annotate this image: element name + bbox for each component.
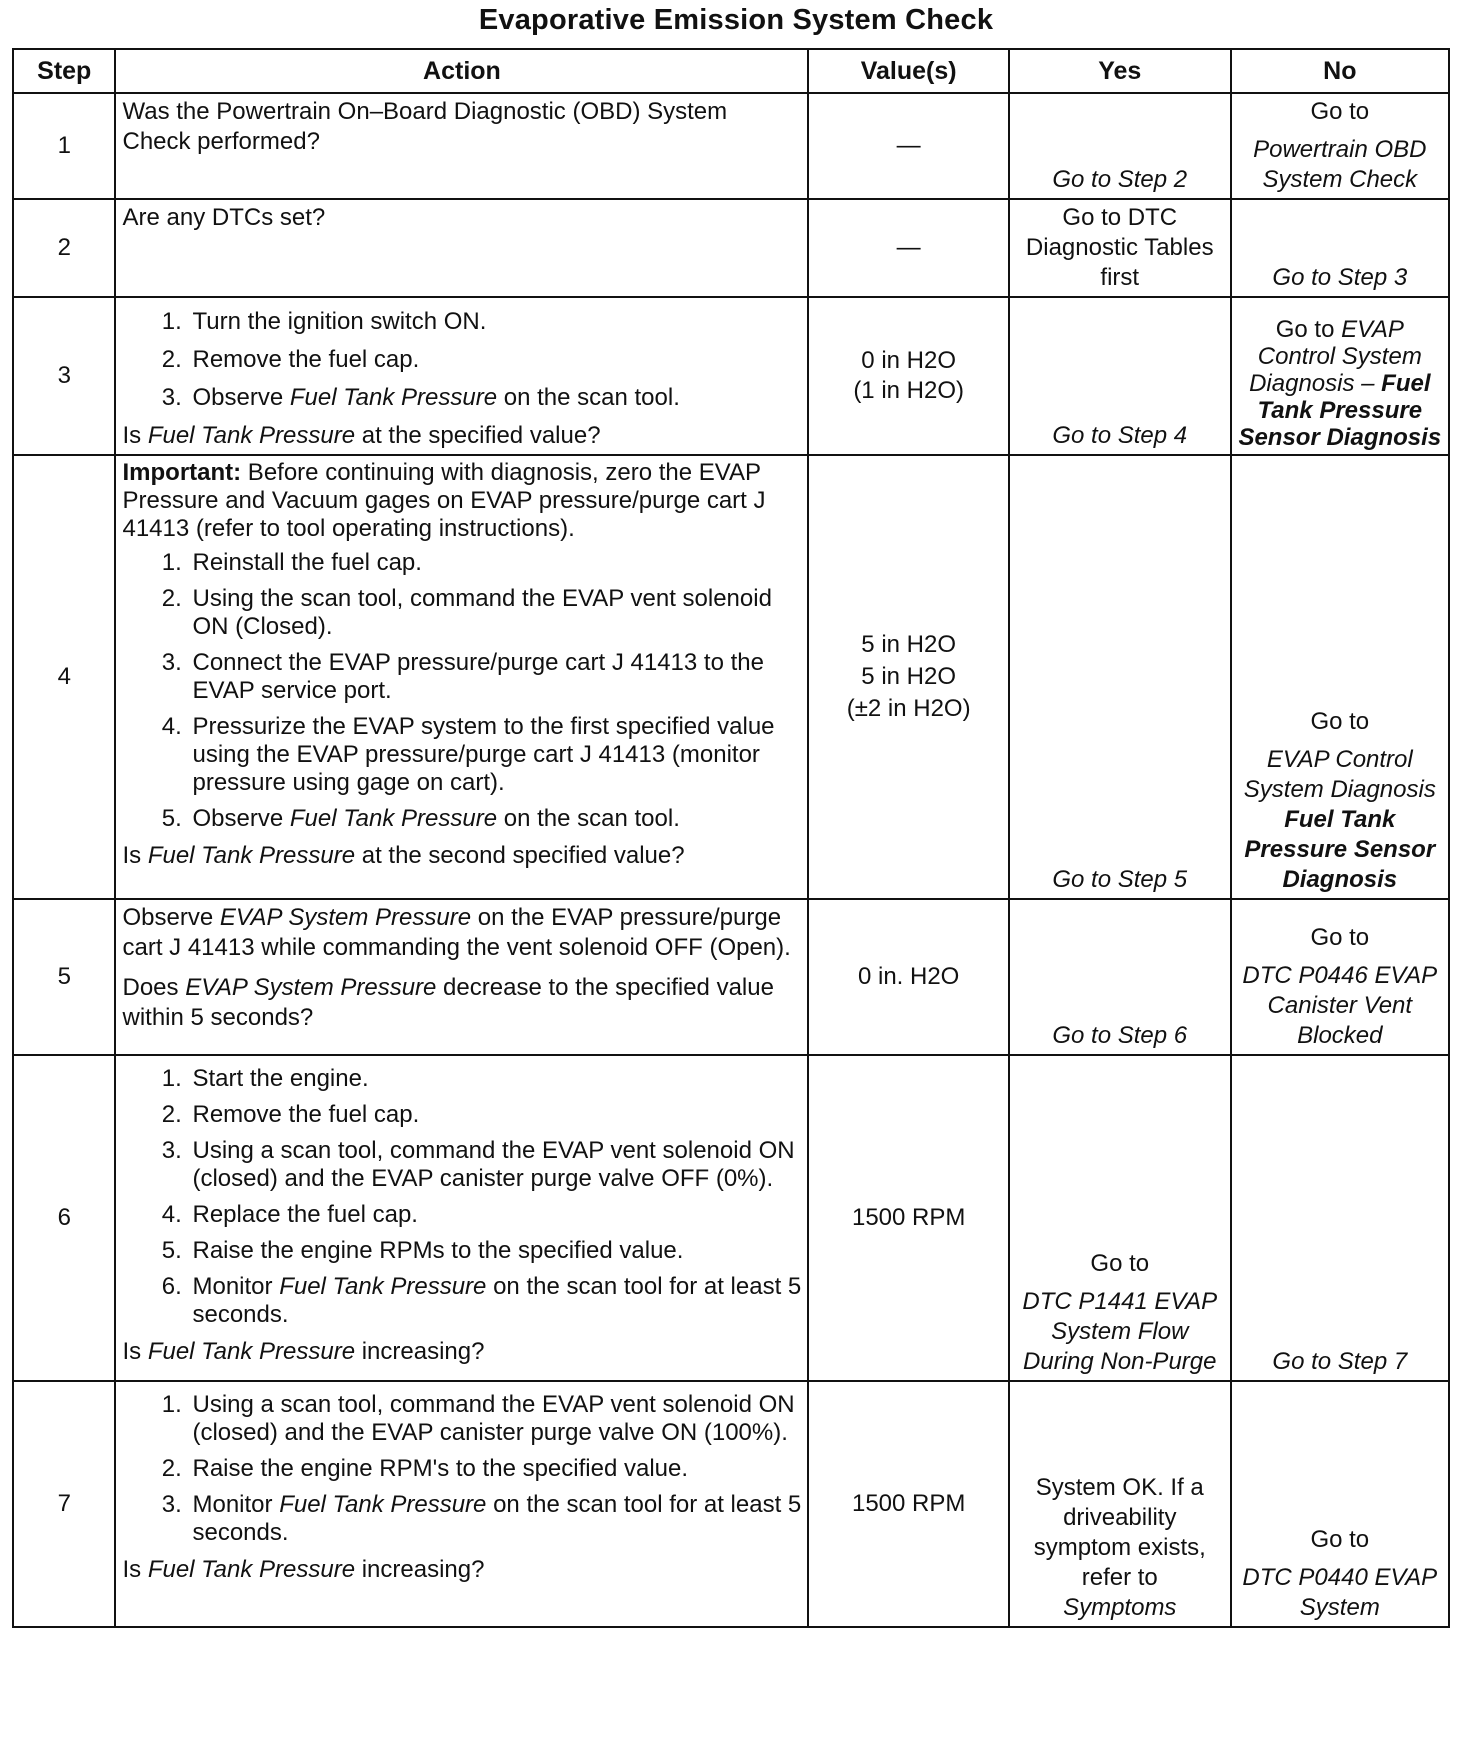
list-item: 3. Connect the EVAP pressure/purge cart J 41413 to the EVAP service port. xyxy=(188,649,801,705)
no-text: Go to Step 7 xyxy=(1272,1348,1408,1375)
no-lead: Go to xyxy=(1310,98,1370,125)
no-lead: Go to xyxy=(1310,708,1370,735)
no-cell xyxy=(1231,93,1449,199)
no-reference: Powertrain OBD System Check xyxy=(1253,136,1427,193)
table-row xyxy=(13,899,1449,1055)
value-line: (1 in H2O) xyxy=(853,377,965,404)
evap-check-table xyxy=(12,48,1450,1628)
header-no: No xyxy=(1231,49,1449,93)
list-item: 4. Pressurize the EVAP system to the first specified value using the EVAP pressure/purge cart J 41413 (monitor pressure using gage on cart). xyxy=(188,713,801,797)
action-question: Is Fuel Tank Pressure at the specified value? xyxy=(122,422,601,449)
yes-cell xyxy=(1009,455,1231,899)
yes-cell: Go to DTC Diagnostic Tables first xyxy=(1009,199,1231,297)
yes-lead: Go to xyxy=(1090,1250,1150,1277)
action-question: Was the Powertrain On–Board Diagnostic (OBD) System Check performed? xyxy=(122,98,728,155)
list-item: 4. Replace the fuel cap. xyxy=(188,1201,801,1229)
no-lead: Go to xyxy=(1310,924,1370,951)
action-cell xyxy=(115,93,808,199)
page-title: Evaporative Emission System Check xyxy=(478,4,994,36)
list-item: 2. Raise the engine RPM's to the specified value. xyxy=(188,1455,801,1483)
action-cell xyxy=(115,1055,808,1381)
action-cell xyxy=(115,455,808,899)
list-item: 2. Using the scan tool, command the EVAP vent solenoid ON (Closed). xyxy=(188,585,801,641)
list-item: 5. Raise the engine RPMs to the specified value. xyxy=(188,1237,801,1265)
list-item: 2. Remove the fuel cap. xyxy=(188,1101,801,1129)
step-number: 4 xyxy=(13,455,115,899)
step-number: 2 xyxy=(13,199,115,297)
value-cell: — xyxy=(808,93,1009,199)
value-cell: — xyxy=(808,199,1009,297)
step-number: 5 xyxy=(13,899,115,1055)
no-lead: Go to xyxy=(1310,1526,1370,1553)
table-row xyxy=(13,199,1449,297)
step-number: 7 xyxy=(13,1381,115,1627)
header-action: Action xyxy=(115,49,808,93)
no-reference: EVAP Control System Diagnosis xyxy=(1243,746,1436,803)
action-question: Is Fuel Tank Pressure increasing? xyxy=(122,1338,485,1365)
no-text: Go to Step 3 xyxy=(1272,264,1408,291)
header-values: Value(s) xyxy=(808,49,1009,93)
no-cell xyxy=(1231,199,1449,297)
value-cell xyxy=(808,297,1009,455)
value-cell: 1500 RPM xyxy=(808,1055,1009,1381)
action-cell xyxy=(115,297,808,455)
action-steps xyxy=(122,549,801,833)
no-cell xyxy=(1231,899,1449,1055)
yes-text: Go to Step 4 xyxy=(1052,422,1188,449)
no-cell xyxy=(1231,297,1449,455)
no-reference: DTC P0440 EVAP System xyxy=(1242,1564,1438,1621)
list-item: 6. Monitor Fuel Tank Pressure on the scan tool for at least 5 seconds. xyxy=(188,1273,801,1329)
list-item: 1. Start the engine. xyxy=(188,1065,801,1093)
value-line: 5 in H2O xyxy=(861,631,957,658)
table-row xyxy=(13,455,1449,899)
table-row xyxy=(13,297,1449,455)
yes-cell xyxy=(1009,93,1231,199)
action-question: Does EVAP System Pressure decrease to the specified value within 5 seconds? xyxy=(122,974,774,1031)
no-cell xyxy=(1231,455,1449,899)
no-reference: DTC P0446 EVAP Canister Vent Blocked xyxy=(1242,962,1438,1049)
action-cell xyxy=(115,899,808,1055)
action-cell xyxy=(115,199,808,297)
action-cell xyxy=(115,1381,808,1627)
yes-text: System OK. If a driveability symptom exists, refer to xyxy=(1033,1474,1206,1591)
no-lead: Go to xyxy=(1275,316,1342,343)
yes-cell xyxy=(1009,1381,1231,1627)
step-number: 3 xyxy=(13,297,115,455)
list-item: 2. Remove the fuel cap. xyxy=(188,345,801,375)
list-item: 1. Turn the ignition switch ON. xyxy=(188,307,801,337)
important-note: Important: Before continuing with diagnosis, zero the EVAP Pressure and Vacuum gages on EVAP pressure/purge cart J 41413 (refer to tool operating instructions). xyxy=(122,459,766,542)
yes-reference: DTC P1441 EVAP System Flow During Non-Purge xyxy=(1022,1288,1218,1375)
table-row xyxy=(13,1055,1449,1381)
yes-text: Go to Step 6 xyxy=(1052,1022,1188,1049)
yes-text: Go to Step 2 xyxy=(1052,166,1188,193)
no-cell xyxy=(1231,1381,1449,1627)
value-cell: 1500 RPM xyxy=(808,1381,1009,1627)
value-cell: 0 in. H2O xyxy=(808,899,1009,1055)
header-yes: Yes xyxy=(1009,49,1231,93)
no-reference-bold: Fuel Tank Pressure Sensor Diagnosis xyxy=(1244,806,1436,893)
value-line: 5 in H2O xyxy=(861,663,957,690)
yes-cell xyxy=(1009,297,1231,455)
no-reference-bold: Fuel Tank Pressure Sensor Diagnosis xyxy=(1238,370,1442,451)
table-row xyxy=(13,93,1449,199)
list-item: 3. Using a scan tool, command the EVAP vent solenoid ON (closed) and the EVAP canister purge valve OFF (0%). xyxy=(188,1137,801,1193)
table-row xyxy=(13,1381,1449,1627)
action-steps xyxy=(122,1065,801,1329)
header-step: Step xyxy=(13,49,115,93)
step-number: 1 xyxy=(13,93,115,199)
step-number: 6 xyxy=(13,1055,115,1381)
action-question: Is Fuel Tank Pressure at the second specified value? xyxy=(122,842,685,869)
table-header-row xyxy=(13,49,1449,93)
no-cell xyxy=(1231,1055,1449,1381)
yes-reference: Symptoms xyxy=(1063,1594,1177,1621)
list-item: 3. Observe Fuel Tank Pressure on the scan tool. xyxy=(188,383,801,413)
yes-text: Go to Step 5 xyxy=(1052,866,1188,893)
list-item: 5. Observe Fuel Tank Pressure on the scan tool. xyxy=(188,805,801,833)
action-steps xyxy=(122,307,801,413)
yes-cell xyxy=(1009,1055,1231,1381)
no-reference: EVAP Control System Diagnosis – xyxy=(1249,316,1422,397)
list-item: 3. Monitor Fuel Tank Pressure on the scan tool for at least 5 seconds. xyxy=(188,1491,801,1547)
value-line: 0 in H2O xyxy=(861,347,957,374)
list-item: 1. Reinstall the fuel cap. xyxy=(188,549,801,577)
list-item: 1. Using a scan tool, command the EVAP vent solenoid ON (closed) and the EVAP canister purge valve ON (100%). xyxy=(188,1391,801,1447)
yes-cell xyxy=(1009,899,1231,1055)
value-line: (±2 in H2O) xyxy=(846,695,971,722)
action-question: Is Fuel Tank Pressure increasing? xyxy=(122,1556,485,1583)
action-question: Are any DTCs set? xyxy=(122,204,326,231)
action-observe: Observe EVAP System Pressure on the EVAP pressure/purge cart J 41413 while commanding the vent solenoid OFF (Open). xyxy=(122,904,791,961)
action-steps xyxy=(122,1391,801,1547)
value-cell xyxy=(808,455,1009,899)
